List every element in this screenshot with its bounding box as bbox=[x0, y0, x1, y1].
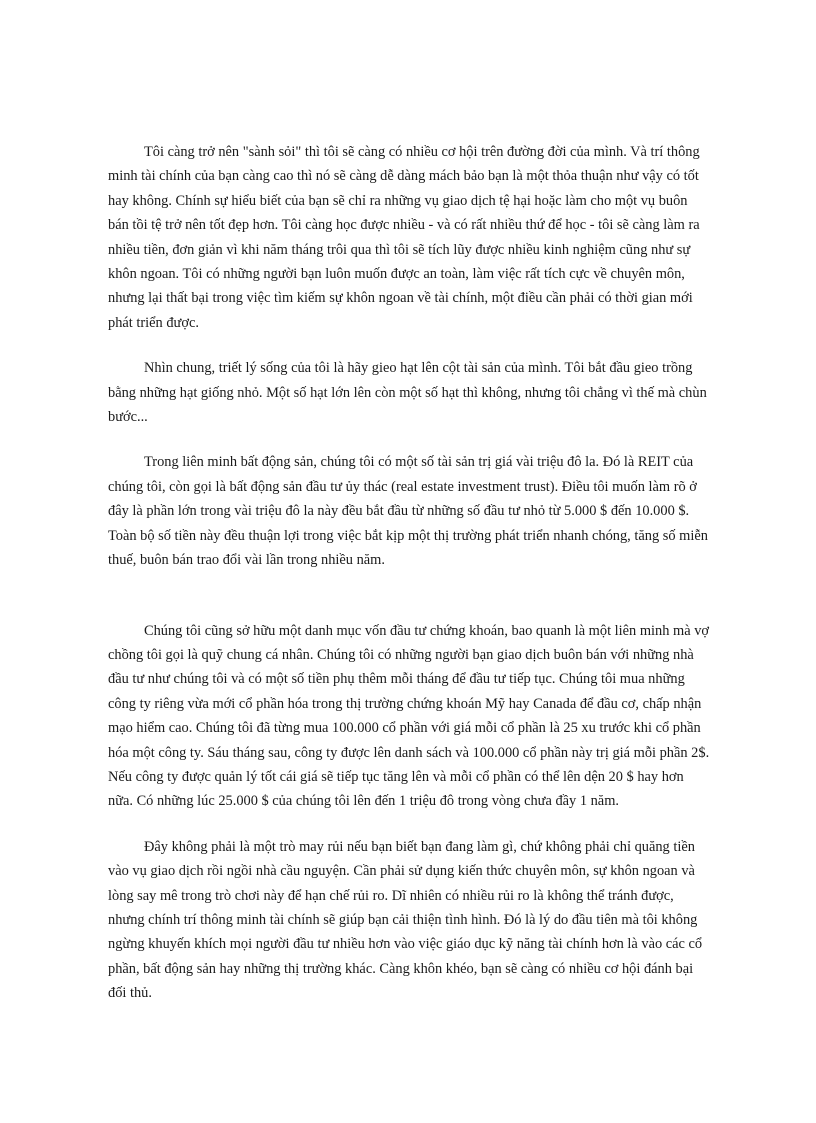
paragraph-4: Chúng tôi cũng sở hữu một danh mục vốn đầu tư chứng khoán, bao quanh là một liên minh mà vợ chồng tôi gọi là quỹ chung cá nhân. Chúng tôi có những người bạn giao dịch buôn bán với những nhà đầu tư như chúng tôi và có một số tiền phụ thêm mỗi tháng để đầu tư tiếp tục. Chúng tôi mua những công ty riêng vừa mới cổ phần hóa trong thị trường chứng khoán Mỹ hay Canada để đầu cơ, chấp nhận mạo hiểm cao. Chúng tôi đã từng mua 100.000 cổ phần với giá mỗi cổ phần là 25 xu trước khi cổ phần hóa một công ty. Sáu tháng sau, công ty được lên danh sách và 100.000 cổ phần này trị giá mỗi phần 2$. Nếu công ty được quản lý tốt cái giá sẽ tiếp tục tăng lên và mỗi cổ phần có thể lên dện 20 $ hay hơn nữa. Có những lúc 25.000 $ của chúng tôi lên đến 1 triệu đô trong vòng chưa đầy 1 năm. bbox=[108, 622, 710, 810]
paragraph-3: Trong liên minh bất động sản, chúng tôi có một số tài sản trị giá vài triệu đô la. Đó là REIT của chúng tôi, còn gọi là bất động sản đầu tư ủy thác (real estate investment trust). Điều tôi muốn làm rõ ở đây là phần lớn trong vài triệu đô la này đều bắt đầu từ những số đầu tư nhỏ từ 5.000 $ đến 10.000 $. Toàn bộ số tiền này đều thuận lợi trong việc bắt kịp một thị trường phát triển nhanh chóng, tăng số miễn thuế, buôn bán trao đổi vài lần trong nhiều năm. bbox=[108, 454, 708, 569]
paragraph-5: Đây không phải là một trò may rủi nếu bạn biết bạn đang làm gì, chứ không phải chỉ quăng tiền vào vụ giao dịch rồi ngồi nhà cầu nguyện. Cần phải sử dụng kiến thức chuyên môn, sự khôn ngoan và lòng say mê trong trò chơi này để hạn chế rủi ro. Dĩ nhiên có nhiều rủi ro là không thể tránh được, nhưng chính trí thông minh tài chính sẽ giúp bạn cải thiện tình hình. Đó là lý do đầu tiên mà tôi không ngừng khuyến khích mọi người đầu tư nhiều hơn vào việc giáo dục kỹ năng tài chính hơn là vào các cổ phần, bất động sản hay những thị trường khác. Càng khôn khéo, bạn sẽ càng có nhiều cơ hội đánh bại đối thủ. bbox=[108, 838, 703, 1002]
paragraph-1: Tôi càng trở nên "sành sỏi" thì tôi sẽ càng có nhiều cơ hội trên đường đời của mình. Và trí thông minh tài chính của bạn càng cao thì nó sẽ càng dễ dàng mách bảo bạn là một thỏa thuận như vậy có tốt hay không. Chính sự hiểu biết của bạn sẽ chỉ ra những vụ giao dịch tệ hại hoặc làm cho một vụ buôn bán tồi tệ trở nên tốt đẹp hơn. Tôi càng học được nhiều - và có rất nhiều thứ để học - tôi sẽ càng làm ra nhiều tiền, đơn giản vì khi năm tháng trôi qua thì tôi sẽ tích lũy được nhiều kinh nghiệm cũng như sự khôn ngoan. Tôi có những người bạn luôn muốn được an toàn, làm việc rất tích cực về chuyên môn, nhưng lại thất bại trong việc tìm kiếm sự khôn ngoan về tài chính, một điều cần phải có thời gian mới phát triển được. bbox=[108, 144, 700, 331]
document-body bbox=[108, 140, 710, 1006]
paragraph-2: Nhìn chung, triết lý sống của tôi là hãy gieo hạt lên cột tài sản của mình. Tôi bắt đầu gieo trồng bằng những hạt giống nhỏ. Một số hạt lớn lên còn một số hạt thì không, nhưng tôi chẳng vì thế mà chùn bước... bbox=[108, 360, 707, 426]
